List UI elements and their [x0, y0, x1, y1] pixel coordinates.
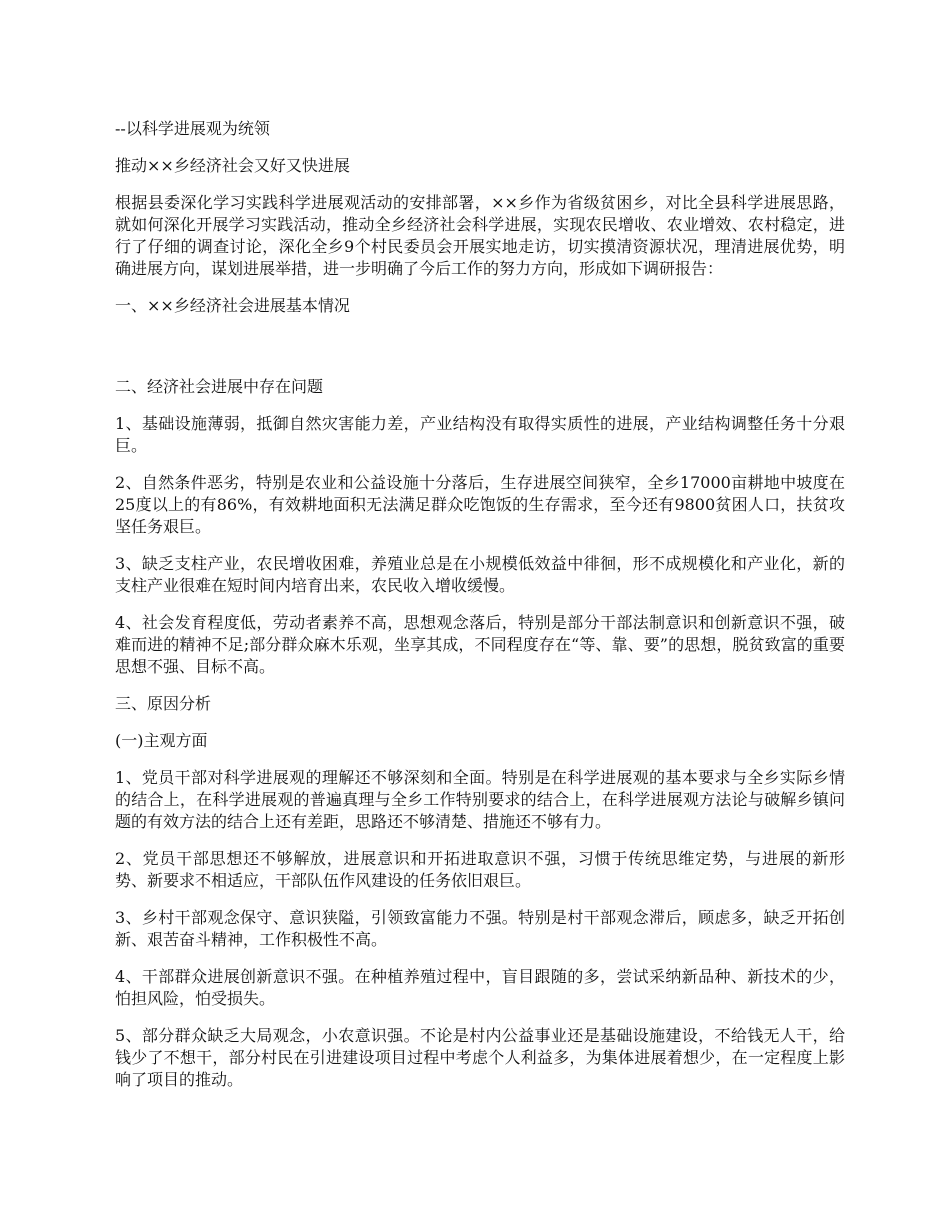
cause-item-1: 1、党员干部对科学进展观的理解还不够深刻和全面。特别是在科学进展观的基本要求与全乡实际乡情的结合上，在科学进展观的普遍真理与全乡工作特别要求的结合上，在科学进展观方法论与破解乡镇问题的有效方法的结合上还有差距，思路还不够清楚、措施还不够有力。 — [115, 768, 845, 831]
problem-item-2: 2、自然条件恶劣，特别是农业和公益设施十分落后，生存进展空间狭窄，全乡17000亩耕地中坡度在25度以上的有86%，有效耕地面积无法满足群众吃饱饭的生存需求，至今还有9800贫困人口，扶贫攻坚任务艰巨。 — [115, 473, 845, 536]
cause-item-2: 2、党员干部思想还不够解放，进展意识和开拓进取意识不强，习惯于传统思维定势，与进展的新形势、新要求不相适应，干部队伍作风建设的任务依旧艰巨。 — [115, 849, 845, 890]
section-heading-1: 一、××乡经济社会进展基本情况 — [115, 296, 350, 315]
intro-paragraph: 根据县委深化学习实践科学进展观活动的安排部署，××乡作为省级贫困乡，对比全县科学进展思路，就如何深化开展学习实践活动，推动全乡经济社会科学进展，实现农民增收、农业增效、农村稳定，进行了仔细的调查讨论，深化全乡9个村民委员会开展实地走访，切实摸清资源状况，理清进展优势，明确进展方向，谋划进展举措，进一步明确了今后工作的努力方向，形成如下调研报告： — [115, 193, 845, 278]
blank-space — [115, 332, 845, 376]
cause-item-3: 3、乡村干部观念保守、意识狭隘，引领致富能力不强。特别是村干部观念滞后，顾虑多，缺乏开拓创新、艰苦奋斗精神，工作积极性不高。 — [115, 908, 845, 949]
problem-item-1: 1、基础设施薄弱，抵御自然灾害能力差，产业结构没有取得实质性的进展，产业结构调整任务十分艰巨。 — [115, 414, 845, 455]
title-line: 推动××乡经济社会又好又快进展 — [115, 156, 350, 175]
subsection-heading: (一)主观方面 — [115, 731, 208, 750]
section-heading-2: 二、经济社会进展中存在问题 — [115, 377, 324, 396]
problem-item-3: 3、缺乏支柱产业，农民增收困难，养殖业总是在小规模低效益中徘徊，形不成规模化和产业化，新的支柱产业很难在短时间内培育出来，农民收入增收缓慢。 — [115, 554, 845, 595]
section-heading-3: 三、原因分析 — [115, 694, 212, 713]
cause-item-4: 4、干部群众进展创新意识不强。在种植养殖过程中，盲目跟随的多，尝试采纳新品种、新技术的少，怕担风险，怕受损失。 — [115, 967, 845, 1008]
problem-item-4: 4、社会发育程度低，劳动者素养不高，思想观念落后，特别是部分干部法制意识和创新意识不强，破难而进的精神不足;部分群众麻木乐观，坐享其成，不同程度存在“等、靠、要”的思想，脱贫致富的重要思想不强、目标不高。 — [115, 613, 845, 676]
subtitle-line: --以科学进展观为统领 — [115, 119, 270, 138]
cause-item-5: 5、部分群众缺乏大局观念，小农意识强。不论是村内公益事业还是基础设施建设，不给钱无人干，给钱少了不想干，部分村民在引进建设项目过程中考虑个人利益多，为集体进展着想少，在一定程度上影响了项目的推动。 — [115, 1026, 845, 1089]
document-body — [115, 118, 845, 1106]
